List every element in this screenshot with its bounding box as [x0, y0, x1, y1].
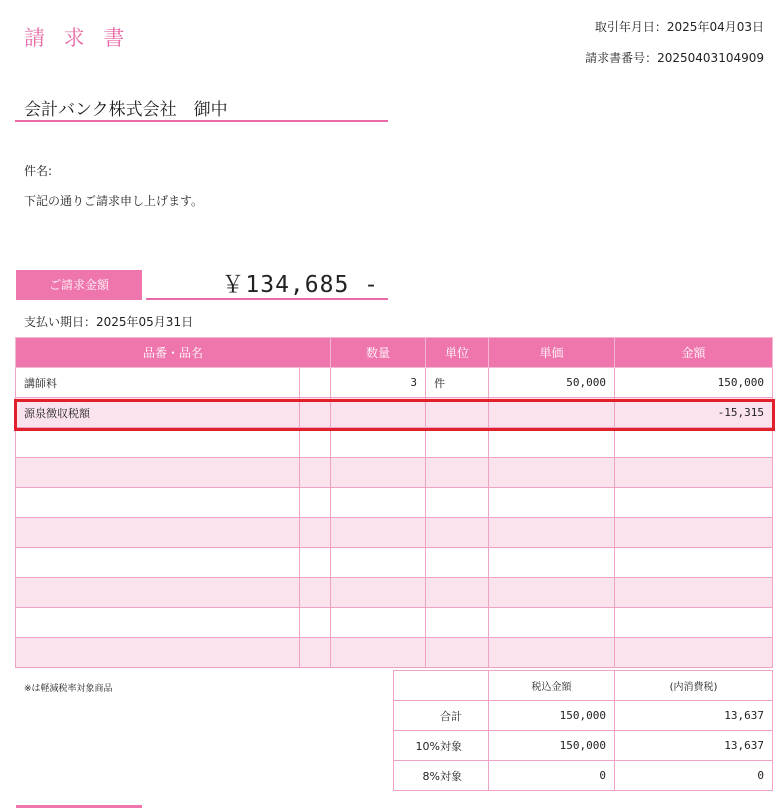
item-name: 講師料	[16, 368, 300, 398]
summary-amount: 150,000	[489, 731, 615, 761]
item-amount	[615, 458, 773, 488]
item-row	[16, 548, 773, 578]
items-header-row	[16, 338, 773, 368]
summary-header-tax-included: 税込金額	[489, 671, 615, 701]
item-row	[16, 398, 773, 428]
item-amount	[615, 488, 773, 518]
item-name	[16, 488, 300, 518]
summary-amount: 0	[489, 761, 615, 791]
summary-row-10pct	[394, 731, 773, 761]
item-name	[16, 518, 300, 548]
item-quantity: 3	[331, 368, 426, 398]
item-unit-price	[489, 488, 615, 518]
item-quantity	[331, 548, 426, 578]
item-quantity	[331, 428, 426, 458]
item-quantity	[331, 578, 426, 608]
item-amount	[615, 578, 773, 608]
summary-label: 8%対象	[394, 761, 489, 791]
item-mark	[300, 578, 331, 608]
greeting-text: 下記の通りご請求申し上げます。	[24, 194, 204, 208]
summary-label: 10%対象	[394, 731, 489, 761]
item-amount	[615, 638, 773, 668]
header-unit: 単位	[426, 338, 489, 368]
item-row	[16, 428, 773, 458]
summary-amount: 150,000	[489, 701, 615, 731]
item-mark	[300, 398, 331, 428]
item-unit-price	[489, 458, 615, 488]
item-row	[16, 518, 773, 548]
item-unit	[426, 398, 489, 428]
client-name: 会計バンク株式会社 御中	[24, 100, 228, 120]
item-mark	[300, 458, 331, 488]
amount-value: ￥134,685 -	[221, 272, 379, 298]
item-amount: 150,000	[615, 368, 773, 398]
items-table	[15, 337, 773, 668]
tax-summary-table	[393, 670, 773, 791]
item-quantity	[331, 608, 426, 638]
item-amount: -15,315	[615, 398, 773, 428]
document-meta	[585, 12, 764, 74]
item-name	[16, 548, 300, 578]
item-unit	[426, 488, 489, 518]
item-mark	[300, 608, 331, 638]
transaction-date: 取引年月日：2025年04月03日	[594, 20, 764, 34]
header-item-name: 品番・品名	[16, 338, 331, 368]
document-title: 請 求 書	[24, 26, 131, 50]
item-row	[16, 578, 773, 608]
item-row	[16, 488, 773, 518]
item-mark	[300, 548, 331, 578]
header-quantity: 数量	[331, 338, 426, 368]
item-mark	[300, 638, 331, 668]
item-mark	[300, 368, 331, 398]
summary-tax: 13,637	[615, 701, 773, 731]
due-date: 支払い期日：2025年05月31日	[24, 315, 194, 329]
subject-label: 件名:	[24, 164, 53, 178]
item-quantity	[331, 488, 426, 518]
item-unit	[426, 578, 489, 608]
item-amount	[615, 548, 773, 578]
header-unit-price: 単価	[489, 338, 615, 368]
summary-row-total	[394, 701, 773, 731]
item-mark	[300, 518, 331, 548]
item-name	[16, 428, 300, 458]
item-row	[16, 458, 773, 488]
summary-header-consumption-tax: (内消費税)	[615, 671, 773, 701]
summary-header-row	[394, 671, 773, 701]
item-row	[16, 608, 773, 638]
item-quantity	[331, 398, 426, 428]
item-name	[16, 608, 300, 638]
item-mark	[300, 428, 331, 458]
item-unit-price	[489, 518, 615, 548]
item-quantity	[331, 458, 426, 488]
item-unit: 件	[426, 368, 489, 398]
item-row	[16, 368, 773, 398]
item-unit-price	[489, 608, 615, 638]
item-name	[16, 458, 300, 488]
item-quantity	[331, 638, 426, 668]
item-quantity	[331, 518, 426, 548]
summary-header-blank	[394, 671, 489, 701]
item-unit-price	[489, 578, 615, 608]
client-block	[15, 95, 388, 122]
item-unit-price	[489, 638, 615, 668]
item-amount	[615, 518, 773, 548]
item-unit	[426, 638, 489, 668]
item-unit	[426, 548, 489, 578]
item-row	[16, 638, 773, 668]
item-unit-price	[489, 548, 615, 578]
item-unit	[426, 608, 489, 638]
item-unit-price: 50,000	[489, 368, 615, 398]
item-mark	[300, 488, 331, 518]
invoice-number: 請求書番号：20250403104909	[585, 51, 764, 65]
item-name	[16, 638, 300, 668]
summary-tax: 0	[615, 761, 773, 791]
amount-label: ご請求金額	[16, 270, 142, 300]
item-unit	[426, 428, 489, 458]
summary-tax: 13,637	[615, 731, 773, 761]
item-unit	[426, 518, 489, 548]
item-name	[16, 578, 300, 608]
item-unit	[426, 458, 489, 488]
reduced-tax-note: ※は軽減税率対象商品	[24, 684, 113, 694]
item-name: 源泉徴収税額	[16, 398, 300, 428]
summary-row-8pct	[394, 761, 773, 791]
item-amount	[615, 608, 773, 638]
amount-box	[146, 265, 388, 300]
item-unit-price	[489, 398, 615, 428]
summary-label: 合計	[394, 701, 489, 731]
item-unit-price	[489, 428, 615, 458]
item-amount	[615, 428, 773, 458]
header-amount: 金額	[615, 338, 773, 368]
